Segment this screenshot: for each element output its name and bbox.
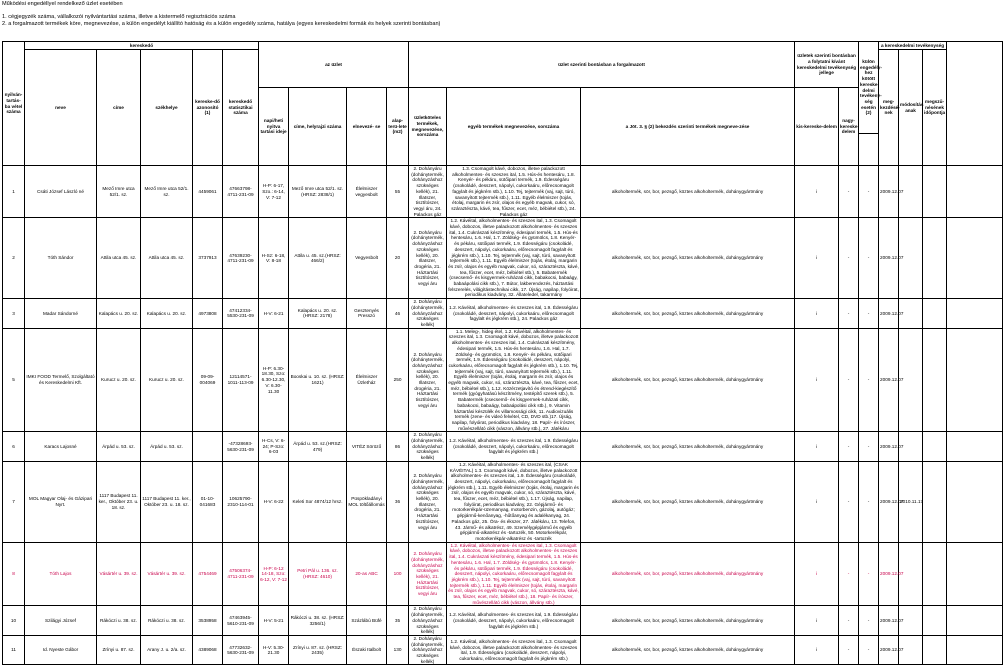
cell-start: 2009.12.07	[879, 166, 899, 218]
cell-other: 1.3. Csomagolt kávé, dobozos, illetve palackozott alkoholmentes- és szeszes ital, 1.5. Hús-és hentesáru, 1.8. Kenyér- és pékáru, sütőipari termék, 1.9. Édességáru (csokoládé, desszert, nápolyi, cukorkaáru, előrecsomagolt fagylalt és jégkrém stb.), 1.10. Tej, tejtermék (vaj, sajt, túró, savanyított tejtermék stb.), 1.11. Egyéb élelmiszer (tojás, étolaj, margarin és zsír, olajos és egyéb magvak, cukor, só, száraztészta, kávé, tea, fűszer, ecet, méz, bébiétel stb.), 24. Palackos gáz	[447, 166, 581, 218]
cell-no: 8	[3, 542, 25, 606]
cell-blank	[947, 635, 1003, 665]
cell-id: 3538958	[193, 606, 223, 636]
cell-blank	[947, 166, 1003, 218]
cell-licensed: 2. Dohányáru (dohánytermék, dohányzáshoz szükséges kellék)	[409, 299, 447, 329]
col-szekhelye: székhelye	[141, 50, 193, 166]
cell-nagy: -	[839, 606, 859, 636]
cell-stat: 47412334-5530-231-09	[223, 299, 259, 329]
cell-kulon: -	[859, 606, 879, 636]
cell-other: 1.2. Kávéital, alkoholmentes- és szeszes ital, (CSAK KÁVÉITAL) 1.3. Csomagolt kávé, dobozos, illetve palackozott alkoholmentes- és szeszes ital, 1.9. Édességáru (csokoládé, desszert, nápolyi, cukorkaáru, előrecsomagolt fagylalt és jégkrém stb.), 1.11. Egyéb élelmiszer (tojás, étolaj, margarin és zsír, olajos és egyéb magvak, cukor, só, száraztészta, kávé, tea, fűszer, ecet, méz, bébiétel stb.), 1.17. Újság, napilap, folyóirat, periodikus kiadvány, 22. Gépjármű- és motorkerékpár-üzemanyag, motorbenzin, gázolaj, autógáz; gépjármű-kenőanyag, -hűtőanyag és adalékanyag, 24. Palackos gáz, 25. Óra- és ékszer, 27. Játékáru, 13. Telefon, 43. Jármű- és alkatrész, 49. Személygépjármű és egyéb gépjármű-alkatrész és -tartozék, 50. Motorkerékpár, motorkerékpár-alkatrész és -tartozék	[448, 461, 579, 541]
cell-address: Kalapács u. 20. sz.	[97, 299, 141, 329]
cell-area: 35	[387, 606, 409, 636]
cell-no: 1	[3, 166, 25, 218]
cell-other: 1.2. Kávéital, alkoholmentes- és szeszes ital, 1.3. Csomagolt kávé, dobozos, illetve palackozott alkoholmentes- és szeszes ital, 1.4. Cukrászati készítmény, édesipari termék, 1.5. Hús-és hentesáru, 1.6. Hal, 1.7. Zöldség- és gyümölcs, 1.8. Kenyér- és pékáru, sütőipari termék, 1.9. Édességáru (csokoládé, desszert, nápolyi, cukorkaáru, előrecsomagolt fagylalt és jégkrém stb.), 1.10. Tej, tejtermék (vaj, sajt, túró, savanyított tejtermék stb.), 1.11. Egyéb élelmiszer (tojás, étolaj, margarin és zsír, olajos és egyéb magvak, cukor, só, száraztészta, kávé, tea, fűszer, ecet, méz, bébiétel stb.), 18. Papír- és írószer, művészellátó cikk (vászon, állvány stb.)	[448, 542, 579, 605]
page-title: Működési engedéllyel rendelkező üzlet esetében	[2, 1, 123, 7]
cell-no: 5	[3, 328, 25, 432]
cell-jot: alkoholtermék, sör, bor, pezsgő, köztes alkoholtermék, dohánygyártmány	[581, 432, 795, 462]
cell-nagy: -	[839, 635, 859, 665]
cell-other: 1.2. Kávéital, alkoholmentes- és szeszes ital, 1.9. Édességáru (csokoládé, desszert, nápolyi, cukorkaáru, előrecsomagolt fagylalt és jégkrém stb.)	[447, 432, 581, 462]
cell-other: 1.2. Kávéital, alkoholmentes- és szeszes ital, 1.3. Csomagolt kávé, dobozos, illetve palackozott alkoholmentes- és szeszes ital, 1.4. Cukrászati készítmény, édesipari termék, 1.5. Hús-és hentesáru, 1.6. Hal, 1.7. Zöldség- és gyümölcs, 1.8. Kenyér- és pékáru, sütőipari termék, 1.9. Édességáru (csokoládé, desszert, nápolyi, cukorkaáru, előrecsomagolt fagylalt és jégkrém stb.), 1.10. Tej, tejtermék (vaj, sajt, túró, savanyított tejtermék stb.), 1.11. Egyéb élelmiszer (tojás, étolaj, margarin és zsír, olajos és egyéb magvak, cukor, só, száraztészta, kávé, tea, fűszer, ecet, méz, bébiétel stb.), 5. Babatermék (csecsemő- és kisgyermek-ruházati cikk, babakocsi, babaágy, babaápolási cikk stb.), 7. Bútor, lakberendezés, háztartási felszerelés, világítástechnikai cikk, 17. Újság, napilap, folyóirat, periodikus kiadvány, 32. Állateledel, takarmány	[448, 218, 579, 298]
cell-kis: i	[795, 166, 839, 218]
col-group-tevekenyseg: a kereskedelmi tevékenység	[879, 42, 947, 50]
cell-stat: 47732632-5630-231-09	[223, 635, 259, 665]
cell-area: 86	[387, 432, 409, 462]
cell-stat: 47463945-5610-231-09	[223, 606, 259, 636]
cell-start: 2009.12.07	[879, 432, 899, 462]
cell-hours: H-V: 5.30-21.30	[259, 635, 289, 665]
cell-jot: alkoholtermék, sör, bor, pezsgő, köztes alkoholtermék, dohánygyártmány	[581, 218, 795, 299]
col-nagy: nagy-kereske-delem	[839, 88, 859, 166]
col-megszunes: megszű-nésének időpontja	[923, 50, 947, 166]
cell-no: 7	[3, 461, 25, 542]
cell-blank	[947, 432, 1003, 462]
cell-name: MOL Magyar Olaj- és Gázipari Nyrt.	[25, 461, 97, 542]
cell-kulon: -	[859, 542, 879, 606]
cell-kis: i	[795, 461, 839, 542]
cell-licensed: 2. Dohányáru (dohánytermék, dohányzáshoz szükséges kellék)	[409, 606, 447, 636]
cell-no: 2	[3, 218, 25, 299]
cell-hours: H-V: 5-21	[259, 606, 289, 636]
cell-seat: 1117 Budapest 11. ker., Október 23. u. 18. sz.	[141, 461, 193, 542]
cell-area: 130	[387, 635, 409, 665]
cell-start: 2009.12.07	[879, 606, 899, 636]
cell-kulon: -	[859, 432, 879, 462]
cell-other: 1.2. Kávéital, alkoholmentes- és szeszes ital, 1.9. Édességáru (csokoládé, desszert, nápolyi, cukorkaáru, előrecsomagolt fagylalt és jégkrém stb.)	[447, 606, 581, 636]
cell-shop-addr: Booskai u. 10. sz. (HRSZ: 1621)	[289, 328, 347, 432]
cell-name: Tóth Lajos	[25, 542, 97, 606]
cell-shop-addr: Attila u. 45. sz.(HRSZ: 466/2)	[289, 218, 347, 299]
cell-seat: Mező Imre utca 52/1. sz.	[141, 166, 193, 218]
cell-licensed: 2. Dohányáru (dohánytermék, dohányzáshoz szükséges kellék), 21. Háztartási tisztítószer, vegyi áru	[409, 542, 447, 606]
cell-jot: alkoholtermék, sör, bor, pezsgő, köztes alkoholtermék, dohánygyártmány	[581, 328, 795, 432]
col-cime: címe	[97, 50, 141, 166]
cell-end	[923, 328, 947, 432]
cell-address: Vásártér u. 39. sz.	[97, 542, 141, 606]
col-group-jelleg: üzletek szerinti bontásban a folytatni kívánt kereskedelmi tevékenység jellege	[795, 42, 859, 88]
cell-no: 11	[3, 635, 25, 665]
cell-id: 4459061	[193, 166, 223, 218]
cell-seat: Arany J. u. 2/a. sz.	[141, 635, 193, 665]
cell-kulon: -	[859, 166, 879, 218]
note-line-2: 2. a forgalmazott termékek köre, megnevezése, a külön engedélyt kiállító hatóság és a külön engedély száma, hatálya (egyes kereskedelmi formák és helyek szerinti bontásban)	[2, 21, 441, 27]
cell-area: 20	[387, 218, 409, 299]
cell-kis: i	[795, 542, 839, 606]
table-row	[3, 432, 1003, 462]
col-azonosito: kereske-dő azonosító (1)	[193, 50, 223, 166]
cell-id: 3737913	[193, 218, 223, 299]
cell-id: 09-09-004069	[193, 328, 223, 432]
cell-end	[923, 218, 947, 299]
cell-shop-addr: Zrínyi u. 87. sz. (HRSZ: 2435)	[289, 635, 347, 665]
cell-start: 2009.12.07	[879, 461, 899, 542]
cell-nagy: -	[839, 542, 859, 606]
table-row	[3, 542, 1003, 606]
cell-shop-name: Élelmiszer Üzletház	[347, 328, 387, 432]
cell-seat: Attila utca 45. sz.	[141, 218, 193, 299]
cell-address: Kurucz u. 20. sz.	[97, 328, 141, 432]
cell-no: 10	[3, 606, 25, 636]
cell-id: 01-10-041683	[193, 461, 223, 542]
cell-other: 1.1. Meleg-, hideg étel, 1.2. Kávéital, alkoholmentes- és szeszes ital, 1.3. Csomagolt kávé, dobozos, illetve palackozott alkoholmentes- és szeszes ital, 1.4. Cukrászati készítmény, édesipari termék, 1.5. Hús-és hentesáru, 1.6. Hal, 1.7. Zöldség- és gyümölcs, 1.8. Kenyér- és pékáru, sütőipari termék, 1.9. Édességáru (csokoládé, desszert, nápolyi, cukorkaáru, előrecsomagolt fagylalt és jégkrém stb.), 1.10. Tej, tejtermék (vaj, sajt, túró, savanyított tejtermék stb.), 1.11. Egyéb élelmiszer (tojás, étolaj, margarin és zsír, olajos és egyéb magvak, cukor, só, száraztészta, kávé, tea, fűszer, ecet, méz, bébiétel stb.), 1.12. Közérzetjavító és étrend-kiegészítő termék (gyógyhatású készítmény, testépítő szerek stb.), 5. Babatermék (csecsemő- és kisgyermek-ruházati cikk, babakocsi, babaágy, babaápolási cikk stb.), 9. Vitamin háztartási készülék és villamossági cikk, 11. Audiovizuális termék (zene- és videó felvétel, CD, DVD stb.)17. Újság, napilap, folyóirat, periodikus kiadvány, 18. Papír- és írószer, művészellátó cikk (vászon, állvány stb.), 27. Játékáru	[448, 328, 579, 431]
col-modositas: módosítás anak	[899, 50, 923, 166]
cell-blank	[947, 542, 1003, 606]
col-reg-no: nyilván-tartás-ba vétel száma	[3, 42, 25, 166]
col-egyeb: egyéb termékek megnevezése, sorszáma	[447, 88, 581, 166]
cell-licensed: 2. Dohányáru (dohánytermék, dohányzáshoz szükséges kellék), 20. Illatszer, drogéria, 21. Háztartási tisztítószer, vegyi áru	[409, 328, 447, 432]
col-neve: neve	[25, 50, 97, 166]
cell-hours: H-P: 6-12 14-18, Szo: 6-12, V: 7-12	[259, 542, 289, 606]
cell-address: Rákóczi u. 38. sz.	[97, 606, 141, 636]
cell-name: Madar Sándorné	[25, 299, 97, 329]
cell-licensed: 2. Dohányáru (dohánytermék, dohányzáshoz szükséges kellék), 21. Illatszer, tisztítószer, vegyi áru, 24. Palackos gáz	[409, 166, 447, 218]
cell-end	[923, 461, 947, 542]
cell-address: Mező Imre utca 52/1. sz.	[97, 166, 141, 218]
cell-area: 55	[387, 166, 409, 218]
cell-licensed: 2. Dohányáru (dohánytermék, dohányzáshoz szükséges kellék), 20. Illatszer, drogéria, 21. Háztartási tisztítószer, vegyi áru	[409, 461, 447, 542]
col-nyitva: napi/heti nyitva tartási ideje	[259, 88, 289, 166]
cell-start: 2009.12.07	[879, 299, 899, 329]
cell-area: 250	[387, 328, 409, 432]
cell-shop-name: Vegyesbolt	[347, 218, 387, 299]
cell-other: 1.2. Kávéital, alkoholmentes- és szeszes ital, 1.3. Csomagolt kávé, dobozos, illetve palackozott alkoholmentes- és szeszes ital, 1.9. Édességáru (csokoládé, desszert, nápolyi, cukorkaáru, előrecsomagolt fagylalt és jégkrém stb.)	[447, 635, 581, 665]
cell-blank	[947, 218, 1003, 299]
col-elnevezes: elnevezé- se	[347, 88, 387, 166]
col-megkezdes: meg-kezdésé-nek	[879, 50, 899, 166]
cell-shop-addr: Kalapács u. 20. sz.(HRSZ: 2178)	[289, 299, 347, 329]
cell-kis: i	[795, 432, 839, 462]
cell-kulon: -	[859, 218, 879, 299]
cell-jot: alkoholtermék, sör, bor, pezsgő, köztes alkoholtermék, dohánygyártmány	[581, 299, 795, 329]
cell-shop-name: Püspökladányi MOL töltőállomás	[347, 461, 387, 542]
cell-kis: i	[795, 299, 839, 329]
col-kis: kis-kereske-delem	[795, 88, 839, 166]
cell-shop-addr: Mező Imre utca 52/1. sz. (HRSZ: 2838/1)	[289, 166, 347, 218]
cell-end	[923, 299, 947, 329]
cell-no: 3	[3, 299, 25, 329]
cell-area: 46	[387, 299, 409, 329]
cell-nagy: -	[839, 166, 859, 218]
cell-start: 2009.12.07	[879, 635, 899, 665]
cell-nagy: -	[839, 461, 859, 542]
table-row	[3, 635, 1003, 665]
cell-id: 4389068	[193, 635, 223, 665]
col-group-bontas: üzlet szerinti bontásban a forgalmazott	[409, 42, 795, 88]
cell-kis: i	[795, 218, 839, 299]
col-jot: a Jöt. 3. § (2) bekezdés szerinti termékek megneve-zése	[581, 88, 795, 166]
cell-blank	[947, 461, 1003, 542]
cell-address: Zrínyi u. 87. sz.	[97, 635, 141, 665]
cell-nagy: -	[839, 218, 859, 299]
cell-seat: Árpád u. 53. sz.	[141, 432, 193, 462]
col-blank	[947, 42, 1003, 166]
cell-end	[923, 635, 947, 665]
cell-blank	[947, 328, 1003, 432]
table-row	[3, 299, 1003, 329]
cell-blank	[947, 606, 1003, 636]
table-row	[3, 606, 1003, 636]
table-row	[3, 328, 1003, 432]
cell-shop-name: 20-as ABC	[347, 542, 387, 606]
cell-kulon: -	[859, 328, 879, 432]
cell-shop-addr: Keleti Sor 4874/12 hrsz.	[289, 461, 347, 542]
cell-end	[923, 166, 947, 218]
cell-jot: alkoholtermék, sör, bor, pezsgő, köztes alkoholtermék, dohánygyártmány	[581, 606, 795, 636]
cell-seat: Kurucz u. 20. sz.	[141, 328, 193, 432]
cell-hours: H-Sz: 6-18, V: 8-18	[259, 218, 289, 299]
col-alapterulet: alap-terü-lete (m2)	[387, 88, 409, 166]
cell-hours: H-P: 6-17, Szo.: 6-14, V: 7-12	[259, 166, 289, 218]
cell-stat: 47506374-4711-231-09	[223, 542, 259, 606]
cell-shop-name: Élelmiszer vegyesbolt	[347, 166, 387, 218]
cell-id: 4754469	[193, 542, 223, 606]
col-kulon: külön engedély-hez kötött kereske-delmi tevékeny-ség esetén (2)	[859, 42, 879, 134]
cell-address: 1117 Budapest 11. ker., Október 23. u. 18. sz.	[97, 461, 141, 542]
cell-stat: 47639230-4711-231-09	[223, 218, 259, 299]
cell-nagy: -	[839, 328, 859, 432]
col-engedelykoteles: üzletköteles termékek, megnevezése, sorszáma	[409, 88, 447, 166]
cell-end	[923, 606, 947, 636]
cell-start: 2009.12.07	[879, 542, 899, 606]
col-group-kereskedo: kereskedő	[25, 42, 259, 50]
cell-jot: alkoholtermék, sör, bor, pezsgő, köztes alkoholtermék, dohánygyártmány	[581, 166, 795, 218]
cell-name: Karacs Lajosné	[25, 432, 97, 462]
cell-stat: 47663798-4711-231-09	[223, 166, 259, 218]
cell-shop-addr: Petri Pál u. 136. sz. (HRSZ: 4610)	[289, 542, 347, 606]
cell-shop-name: VITÉZ Söröző	[347, 432, 387, 462]
cell-seat: Rákóczi u. 38. sz.	[141, 606, 193, 636]
cell-stat: -47328693-5630-231-09	[223, 432, 259, 462]
cell-name: IMKI FOOD Termelő, Szolgáltató és Kereskedelmi Kft.	[25, 328, 97, 432]
cell-stat: 10625790-2310-114-01	[223, 461, 259, 542]
cell-licensed: 2. Dohányáru (dohánytermék, dohányzáshoz szükséges kellék)	[409, 635, 447, 665]
cell-name: Tóth Sándor	[25, 218, 97, 299]
cell-hours: H-Cs, V: 6-24; P-Szo: 6-03	[259, 432, 289, 462]
cell-area: 100	[387, 542, 409, 606]
cell-seat: Kalapács u. 20. sz.	[141, 299, 193, 329]
cell-hours: H-V: 6-22	[259, 461, 289, 542]
cell-kulon: -	[859, 299, 879, 329]
table-row	[3, 461, 1003, 542]
cell-kis: i	[795, 635, 839, 665]
cell-hours: H-V: 6-21	[259, 299, 289, 329]
cell-jot: alkoholtermék, sör, bor, pezsgő, köztes alkoholtermék, dohánygyártmány	[581, 461, 795, 542]
cell-start: 2009.12.07	[879, 328, 899, 432]
cell-licensed: 2. Dohányáru (dohánytermék, dohányzáshoz szükséges kellék)	[409, 432, 447, 462]
cell-jot: alkoholtermék, sör, bor, pezsgő, köztes alkoholtermék, dohánygyártmány	[581, 542, 795, 606]
cell-other: 1.2. Kávéital, alkoholmentes- és szeszes ital, 1.9. Édességáru (csokoládé, desszert, nápolyi, cukorkaáru, előrecsomagolt fagylalt és jégkrém stb.), 24. Palackos gáz	[447, 299, 581, 329]
note-line-1: 1. cégjegyzék száma, vállalkozói nyilvántartási száma, illetve a kistermelő regisztrációs száma	[2, 14, 236, 20]
cell-shop-name: Gesztenyés Presszó	[347, 299, 387, 329]
cell-end	[923, 542, 947, 606]
cell-name: Csáti József László né	[25, 166, 97, 218]
cell-nagy: -	[839, 432, 859, 462]
cell-id	[193, 432, 223, 462]
cell-seat: Vásártér u. 39. sz.	[141, 542, 193, 606]
cell-kis: i	[795, 606, 839, 636]
col-kulon-sub	[859, 134, 879, 166]
cell-shop-addr: Rákóczi u. 38. sz. (HRSZ: 3256/1)	[289, 606, 347, 636]
table-row	[3, 218, 1003, 299]
cell-kis: i	[795, 328, 839, 432]
cell-name: Id. Nyeste Gábor	[25, 635, 97, 665]
cell-address: Árpád u. 53. sz.	[97, 432, 141, 462]
cell-name: Szilágyi József	[25, 606, 97, 636]
cell-shop-name: Északi Italbolt	[347, 635, 387, 665]
cell-kulon: -	[859, 461, 879, 542]
cell-blank	[947, 299, 1003, 329]
cell-id: 4973808	[193, 299, 223, 329]
col-group-uzlet: az üzlet	[259, 42, 409, 88]
table-row	[3, 166, 1003, 218]
cell-jot: alkoholtermék, sör, bor, pezsgő, köztes alkoholtermék, dohánygyártmány	[581, 635, 795, 665]
register-table	[2, 41, 1003, 665]
cell-kulon: -	[859, 635, 879, 665]
cell-mod: 2010.11.17	[899, 461, 923, 542]
cell-end	[923, 432, 947, 462]
cell-start: 2009.12.07	[879, 218, 899, 299]
cell-licensed: 2. Dohányáru (dohánytermék, dohányzáshoz szükséges kellék), 20. Illatszer, drogéria, 21. Háztartási tisztítószer, vegyi áru	[409, 218, 447, 299]
cell-no: 6	[3, 432, 25, 462]
cell-stat: 12114571-1011-113-09	[223, 328, 259, 432]
col-statisztikai: kereskedő statisztikai száma	[223, 50, 259, 166]
cell-shop-addr: Árpád u. 53. sz.(HRSZ: 479)	[289, 432, 347, 462]
cell-shop-name: Százlábú Büfé	[347, 606, 387, 636]
cell-address: Attila utca 45. sz.	[97, 218, 141, 299]
cell-nagy: -	[839, 299, 859, 329]
cell-area: 36	[387, 461, 409, 542]
col-uzlet-cime: címe, helyrajzi száma	[289, 88, 347, 166]
cell-hours: H-P: 6.30-18.30, Szo: 6.30-12.30, V: 6.30-11.30	[259, 328, 289, 432]
